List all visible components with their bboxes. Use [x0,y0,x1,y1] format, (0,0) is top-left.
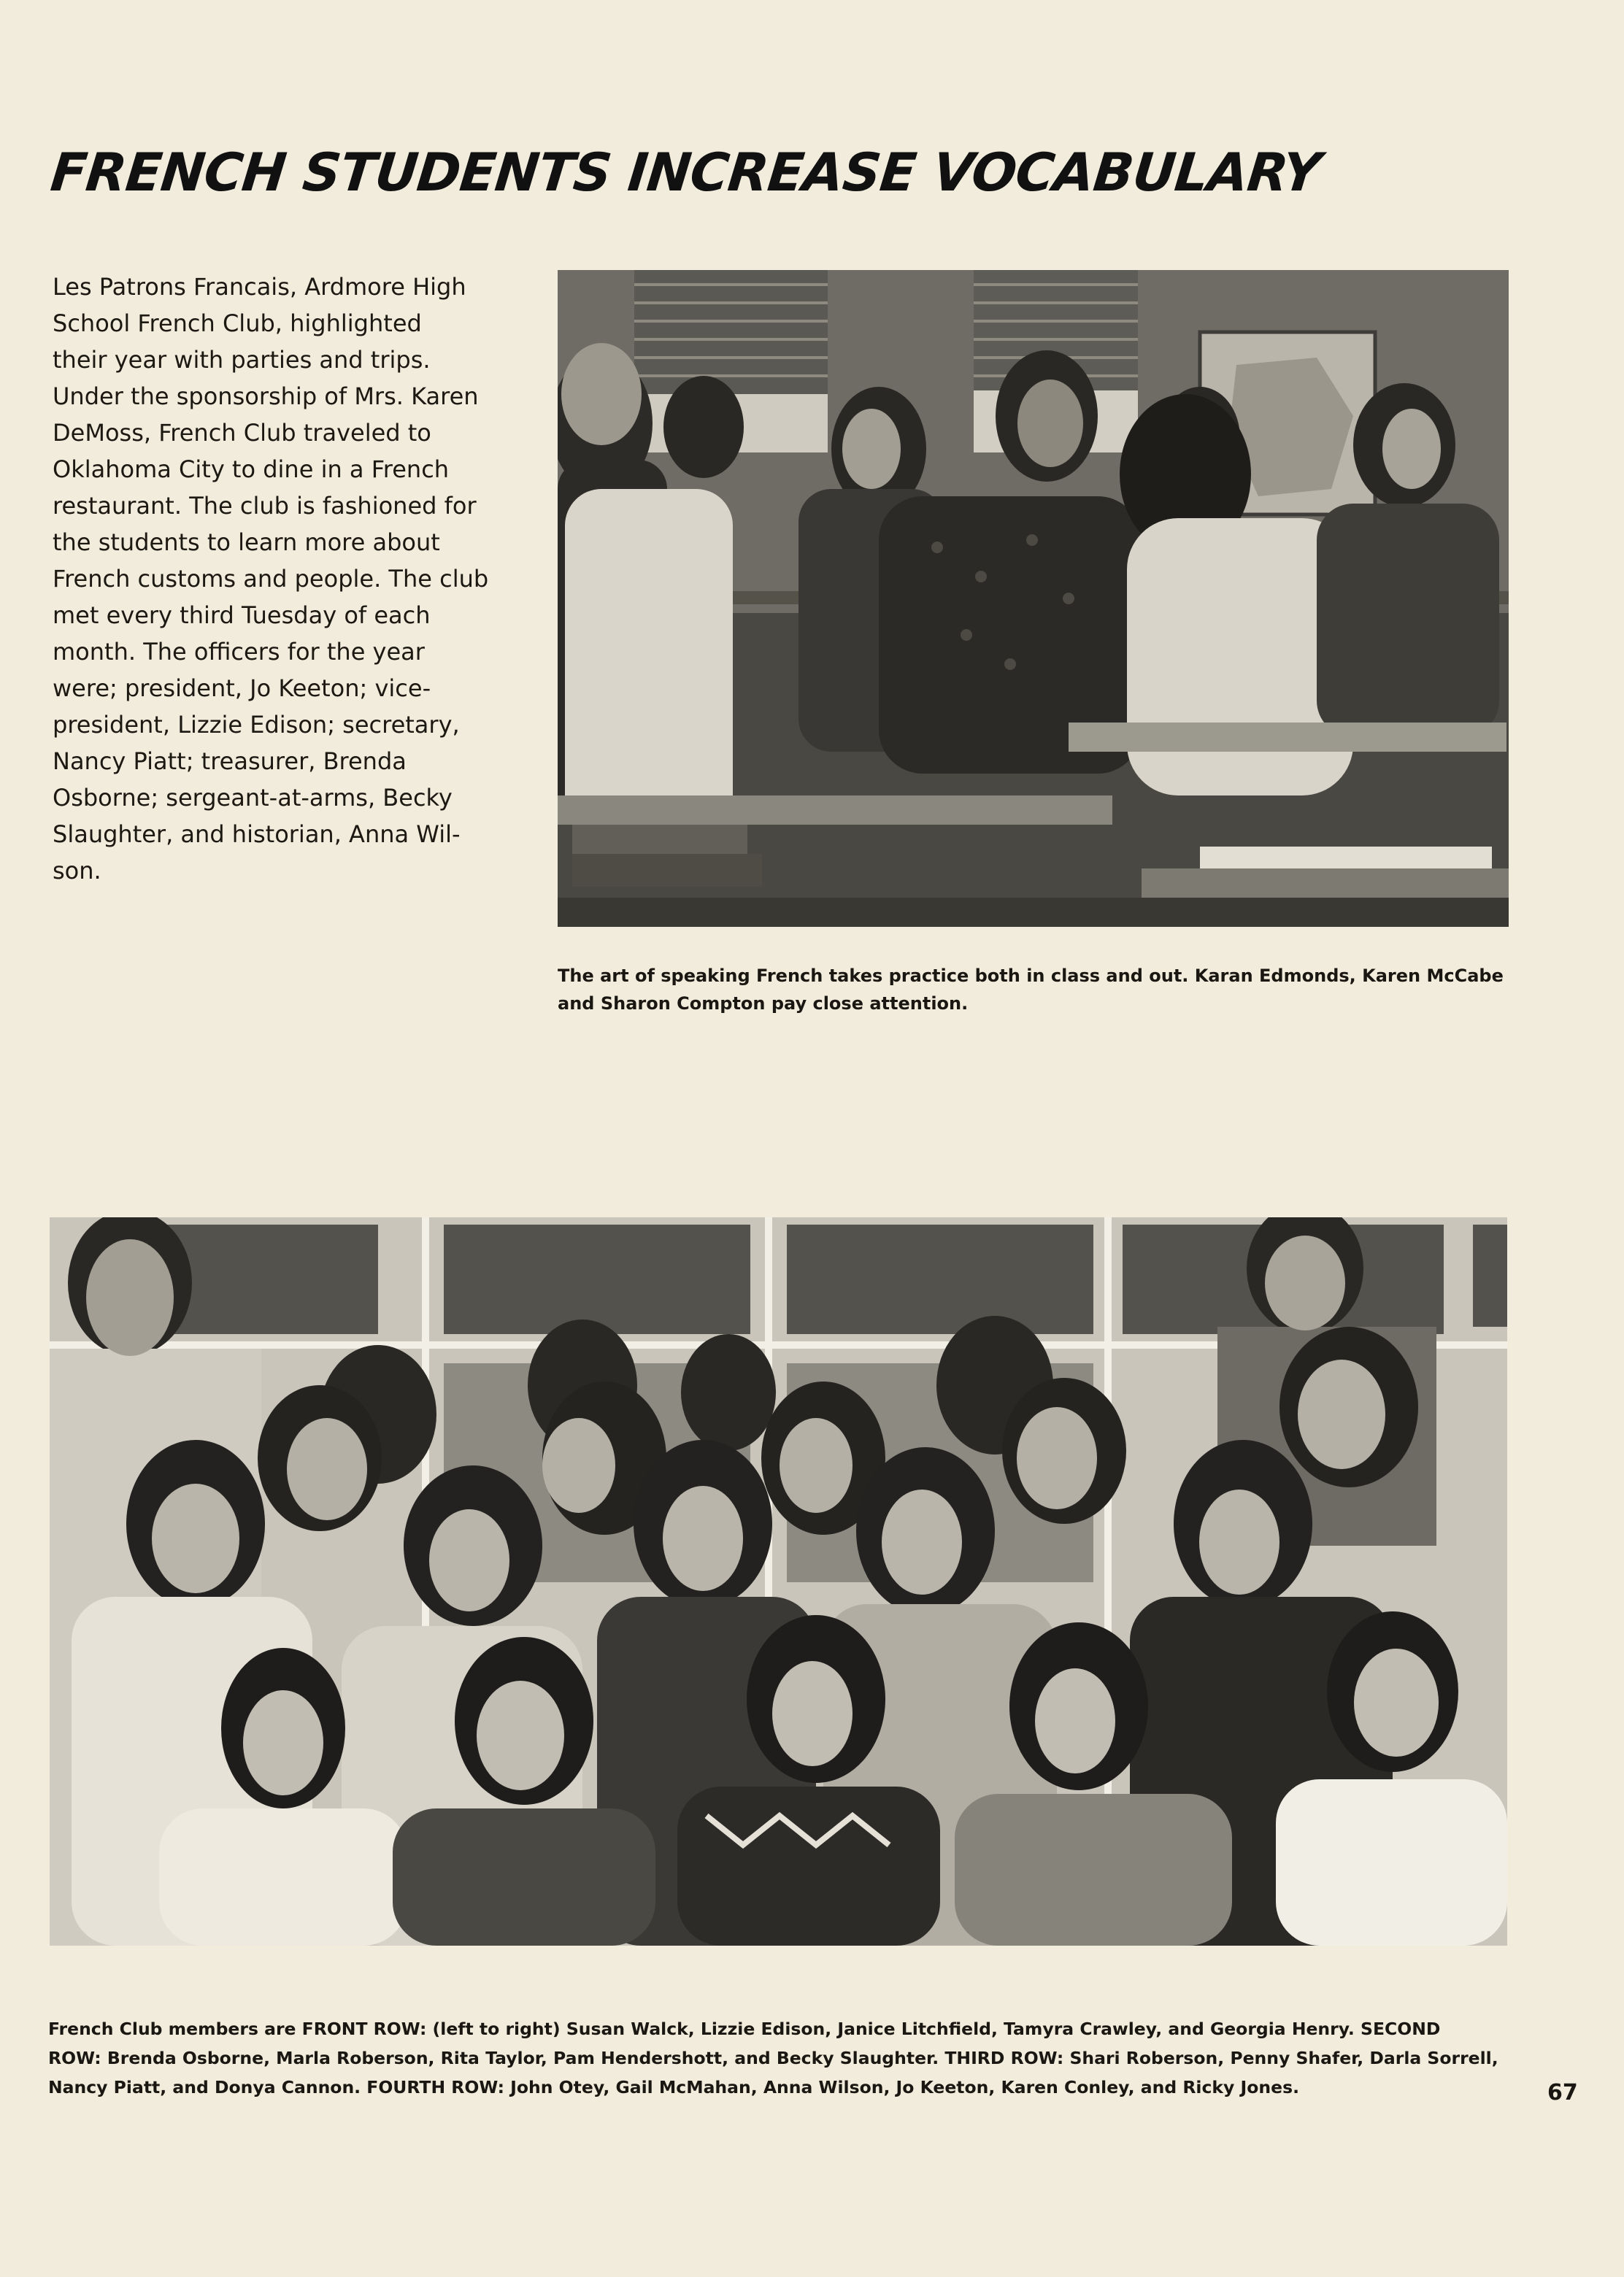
classroom-photo-caption [558,962,1509,1017]
article-line: Under the sponsorship of Mrs. Karen [53,382,479,410]
article-line: Slaughter, and historian, Anna Wil- [53,820,461,848]
article-line: Nancy Piatt; treasurer, Brenda [53,747,407,775]
article-line: met every third Tuesday of each [53,601,431,629]
caption-line: Nancy Piatt, and Donya Cannon. FOURTH ROW: John Otey, Gail McMahan, Anna Wilson, Jo Keeton, Karen Conley, and Ricky Jones. [48,2077,1300,2097]
article-line: month. The officers for the year [53,638,425,666]
article-line: French customs and people. The club [53,565,489,593]
classroom-photo-drawing [558,270,1509,927]
classroom-photo [558,270,1509,927]
article-body [53,269,505,889]
article-line: son. [53,857,101,885]
caption-line: The art of speaking French takes practice both in class and out. Karan Edmonds, Karen McCabe [558,966,1504,986]
group-photo-caption [48,2014,1508,2102]
article-line: president, Lizzie Edison; secretary, [53,711,460,739]
article-line: were; president, Jo Keeton; vice- [53,674,431,702]
group-photo-drawing [50,1217,1507,1946]
caption-line: ROW: Brenda Osborne, Marla Roberson, Rita Taylor, Pam Hendershott, and Becky Slaughter. THIRD ROW: Shari Roberson, Penny Shafer, Darla Sorrell, [48,2048,1498,2068]
caption-line: French Club members are FRONT ROW: (left to right) Susan Walck, Lizzie Edison, Janice Litchfield, Tamyra Crawley, and Georgia Henry. SECOND [48,2019,1441,2039]
article-line: Oklahoma City to dine in a French [53,455,450,483]
page-number: 67 [1547,2080,1578,2105]
group-photo [50,1217,1507,1946]
article-line: Les Patrons Francais, Ardmore High [53,273,466,301]
article-line: restaurant. The club is fashioned for [53,492,477,520]
article-line: Osborne; sergeant-at-arms, Becky [53,784,453,812]
article-line: School French Club, highlighted [53,309,422,337]
article-line: their year with parties and trips. [53,346,431,374]
article-line: DeMoss, French Club traveled to [53,419,431,447]
caption-line: and Sharon Compton pay close attention. [558,993,969,1014]
article-line: the students to learn more about [53,528,440,556]
page-headline: FRENCH STUDENTS INCREASE VOCABULARY [47,142,1323,203]
